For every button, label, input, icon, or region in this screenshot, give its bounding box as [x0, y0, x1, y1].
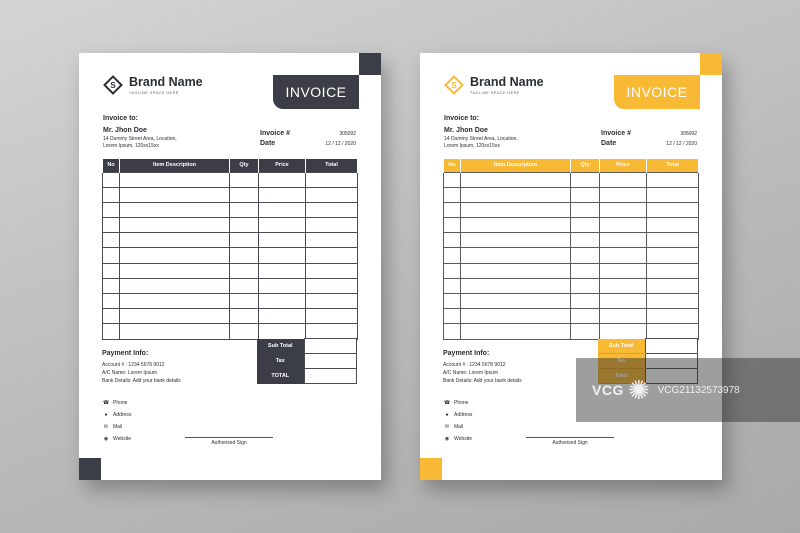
table-cell [306, 278, 358, 293]
brand-name: Brand Name [129, 74, 203, 89]
tax-value [304, 354, 357, 369]
table-cell [444, 172, 461, 187]
table-cell [306, 218, 358, 233]
table-row [444, 309, 699, 324]
table-cell [120, 294, 230, 309]
table-cell [647, 324, 699, 339]
contact-website-label: Website [454, 436, 472, 442]
table-cell [444, 218, 461, 233]
table-row [103, 218, 358, 233]
tax-label: Tax [257, 354, 304, 369]
table-row [103, 278, 358, 293]
client-address-line2: Lorem Ipsum, 120xx15xx [103, 143, 159, 149]
table-cell [230, 263, 259, 278]
date-label: Date [260, 140, 276, 147]
table-cell [461, 218, 571, 233]
table-cell [647, 263, 699, 278]
table-cell [461, 309, 571, 324]
table-cell [103, 233, 120, 248]
table-cell [461, 172, 571, 187]
total-value [304, 369, 357, 384]
items-table [443, 159, 699, 340]
table-cell [571, 263, 600, 278]
table-cell [571, 218, 600, 233]
table-cell [230, 278, 259, 293]
table-cell [600, 309, 647, 324]
table-row [444, 187, 699, 202]
table-cell [120, 187, 230, 202]
table-row [103, 294, 358, 309]
stock-watermark [576, 358, 800, 422]
table-row [103, 187, 358, 202]
contact-phone [102, 397, 131, 409]
corner-accent-bottom-left [420, 458, 442, 480]
table-cell [259, 172, 306, 187]
table-row [103, 263, 358, 278]
column-header-qty: Qty [571, 159, 600, 172]
table-cell [306, 324, 358, 339]
contact-list [443, 397, 472, 445]
contact-address [443, 409, 472, 421]
subtotal-label: Sub Total [598, 339, 645, 354]
table-cell [103, 172, 120, 187]
table-cell [571, 172, 600, 187]
table-cell [600, 263, 647, 278]
table-cell [259, 187, 306, 202]
table-cell [120, 248, 230, 263]
table-cell [306, 309, 358, 324]
table-cell [120, 278, 230, 293]
brand-logo-icon [103, 75, 123, 95]
mail-icon: ✉ [444, 424, 450, 430]
column-header-description: Item Description [120, 159, 230, 172]
column-header-no: No [103, 159, 120, 172]
bill-to-block [103, 115, 253, 150]
brand-block [103, 75, 203, 95]
table-cell [306, 294, 358, 309]
table-row [444, 294, 699, 309]
table-cell [444, 263, 461, 278]
table-cell [600, 187, 647, 202]
location-pin-icon: ● [104, 412, 108, 418]
client-name: Mr. Jhon Doe [103, 127, 147, 134]
table-cell [230, 294, 259, 309]
table-row [444, 202, 699, 217]
table-cell [444, 248, 461, 263]
table-cell [259, 278, 306, 293]
invoice-number-value: 305092 [339, 131, 356, 137]
signature-label: Authorised Sign [552, 440, 588, 446]
tax-label: Tax [598, 354, 645, 369]
table-cell [306, 248, 358, 263]
table-row [103, 309, 358, 324]
svg-text:S: S [451, 81, 457, 90]
table-cell [444, 187, 461, 202]
table-row [103, 248, 358, 263]
invoice-to-label: Invoice to: [103, 115, 139, 122]
table-cell [306, 263, 358, 278]
totals-table [257, 338, 357, 384]
corner-accent-top-right [700, 53, 722, 75]
date-value: 12 / 12 / 2020 [325, 141, 356, 147]
table-cell [571, 248, 600, 263]
table-cell [461, 324, 571, 339]
table-cell [120, 263, 230, 278]
table-row [444, 324, 699, 339]
table-cell [600, 233, 647, 248]
table-cell [461, 233, 571, 248]
payment-info [443, 350, 593, 385]
table-row [103, 233, 358, 248]
bank-details: Bank Details: Add your bank details [102, 378, 181, 384]
payment-info [102, 350, 252, 385]
signature-block [185, 437, 273, 446]
contact-mail [443, 421, 472, 433]
contact-phone [443, 397, 472, 409]
column-header-price: Price [600, 159, 647, 172]
table-cell [647, 218, 699, 233]
table-cell [230, 233, 259, 248]
brand-logo-icon [444, 75, 464, 95]
table-cell [461, 187, 571, 202]
contact-website-label: Website [113, 436, 131, 442]
invoice-meta [260, 130, 356, 150]
table-cell [571, 233, 600, 248]
table-cell [120, 233, 230, 248]
table-cell [461, 263, 571, 278]
subtotal-label: Sub Total [257, 339, 304, 354]
invoice-sheet-dark [79, 53, 381, 480]
table-cell [230, 309, 259, 324]
table-cell [120, 309, 230, 324]
payment-info-title: Payment Info: [102, 350, 149, 357]
globe-icon: ◉ [444, 436, 450, 442]
contact-mail-label: Mail [454, 424, 464, 430]
table-cell [103, 278, 120, 293]
table-cell [103, 218, 120, 233]
table-cell [259, 294, 306, 309]
globe-icon: ◉ [103, 436, 109, 442]
table-row [444, 248, 699, 263]
table-cell [230, 218, 259, 233]
table-cell [461, 248, 571, 263]
client-address-line1: 14 Dummy Street Area, Location, [103, 136, 177, 142]
invoice-number-label: Invoice # [601, 130, 631, 137]
payment-info-title: Payment Info: [443, 350, 490, 357]
contact-mail-label: Mail [113, 424, 123, 430]
contact-address-label: Address [454, 412, 473, 418]
location-pin-icon: ● [445, 412, 449, 418]
table-cell [647, 202, 699, 217]
table-cell [230, 248, 259, 263]
subtotal-value [645, 339, 698, 354]
contact-website [102, 433, 131, 445]
table-cell [103, 248, 120, 263]
table-cell [647, 187, 699, 202]
bank-details: Bank Details: Add your bank details [443, 378, 522, 384]
client-address-line1: 14 Dummy Street Area, Location, [444, 136, 518, 142]
brand-tagline: TAGLINE SPACE HERE [129, 90, 179, 95]
table-cell [103, 187, 120, 202]
table-cell [444, 324, 461, 339]
date-label: Date [601, 140, 617, 147]
table-cell [600, 324, 647, 339]
table-cell [600, 278, 647, 293]
table-cell [306, 233, 358, 248]
column-header-qty: Qty [230, 159, 259, 172]
contact-website [443, 433, 472, 445]
contact-mail [102, 421, 131, 433]
invoice-title-badge: INVOICE [614, 75, 700, 109]
column-header-total: Total [306, 159, 358, 172]
watermark-id: VCG21132573978 [657, 384, 740, 396]
phone-icon: ☎ [102, 400, 110, 406]
table-row [444, 218, 699, 233]
table-cell [103, 324, 120, 339]
invoice-number-value: 305092 [680, 131, 697, 137]
column-header-total: Total [647, 159, 699, 172]
subtotal-value [304, 339, 357, 354]
table-cell [103, 263, 120, 278]
table-row [444, 233, 699, 248]
invoice-title-badge: INVOICE [273, 75, 359, 109]
signature-label: Authorised Sign [211, 440, 247, 446]
table-cell [259, 233, 306, 248]
table-cell [120, 324, 230, 339]
table-cell [571, 278, 600, 293]
table-cell [461, 278, 571, 293]
total-label: TOTAL [257, 369, 304, 384]
table-cell [306, 187, 358, 202]
svg-text:S: S [110, 81, 116, 90]
contact-list [102, 397, 131, 445]
brand-name: Brand Name [470, 74, 544, 89]
table-cell [571, 202, 600, 217]
table-cell [259, 324, 306, 339]
table-cell [306, 202, 358, 217]
table-cell [600, 218, 647, 233]
table-cell [647, 248, 699, 263]
table-cell [571, 309, 600, 324]
table-cell [230, 172, 259, 187]
client-address-line2: Lorem Ipsum, 120xx15xx [444, 143, 500, 149]
account-name: A/C Name: Lorem Ipsum [443, 370, 499, 376]
table-row [103, 172, 358, 187]
account-number: Account # : 1234 5678 9012 [443, 362, 506, 368]
watermark-burst-icon: ✺ [627, 375, 650, 405]
table-cell [120, 202, 230, 217]
table-cell [600, 202, 647, 217]
signature-line [185, 437, 273, 438]
table-cell [647, 172, 699, 187]
bill-to-block [444, 115, 594, 150]
table-cell [259, 263, 306, 278]
table-cell [103, 202, 120, 217]
date-value: 12 / 12 / 2020 [666, 141, 697, 147]
account-number: Account # : 1234 5678 9012 [102, 362, 165, 368]
table-cell [571, 324, 600, 339]
invoice-to-label: Invoice to: [444, 115, 480, 122]
table-cell [647, 309, 699, 324]
table-cell [461, 202, 571, 217]
table-row [444, 278, 699, 293]
table-cell [306, 172, 358, 187]
table-cell [444, 278, 461, 293]
table-cell [444, 202, 461, 217]
client-name: Mr. Jhon Doe [444, 127, 488, 134]
table-cell [461, 294, 571, 309]
table-cell [444, 294, 461, 309]
mail-icon: ✉ [103, 424, 109, 430]
table-cell [103, 294, 120, 309]
table-cell [120, 172, 230, 187]
table-cell [259, 309, 306, 324]
table-cell [647, 294, 699, 309]
account-name: A/C Name: Lorem Ipsum [102, 370, 158, 376]
invoice-meta [601, 130, 697, 150]
contact-address [102, 409, 131, 421]
corner-accent-top-right [359, 53, 381, 75]
table-row [444, 263, 699, 278]
phone-icon: ☎ [443, 400, 451, 406]
watermark-logo: VCG [592, 382, 624, 398]
contact-phone-label: Phone [113, 400, 128, 406]
contact-phone-label: Phone [454, 400, 469, 406]
column-header-description: Item Description [461, 159, 571, 172]
table-cell [259, 202, 306, 217]
column-header-price: Price [259, 159, 306, 172]
signature-block [526, 437, 614, 446]
contact-address-label: Address [113, 412, 132, 418]
table-cell [230, 187, 259, 202]
items-table [102, 159, 358, 340]
total-label: Total [598, 369, 645, 384]
signature-line [526, 437, 614, 438]
table-cell [230, 324, 259, 339]
table-cell [647, 233, 699, 248]
table-cell [571, 187, 600, 202]
table-cell [600, 248, 647, 263]
table-row [444, 172, 699, 187]
table-row [103, 324, 358, 339]
column-header-no: No [444, 159, 461, 172]
table-cell [259, 218, 306, 233]
table-cell [259, 248, 306, 263]
corner-accent-bottom-left [79, 458, 101, 480]
table-cell [647, 278, 699, 293]
table-cell [600, 172, 647, 187]
table-cell [103, 309, 120, 324]
table-cell [120, 218, 230, 233]
table-cell [571, 294, 600, 309]
brand-block [444, 75, 544, 95]
table-cell [444, 233, 461, 248]
table-cell [230, 202, 259, 217]
table-cell [600, 294, 647, 309]
brand-tagline: TAGLINE SPACE HERE [470, 90, 520, 95]
invoice-number-label: Invoice # [260, 130, 290, 137]
table-cell [444, 309, 461, 324]
table-row [103, 202, 358, 217]
